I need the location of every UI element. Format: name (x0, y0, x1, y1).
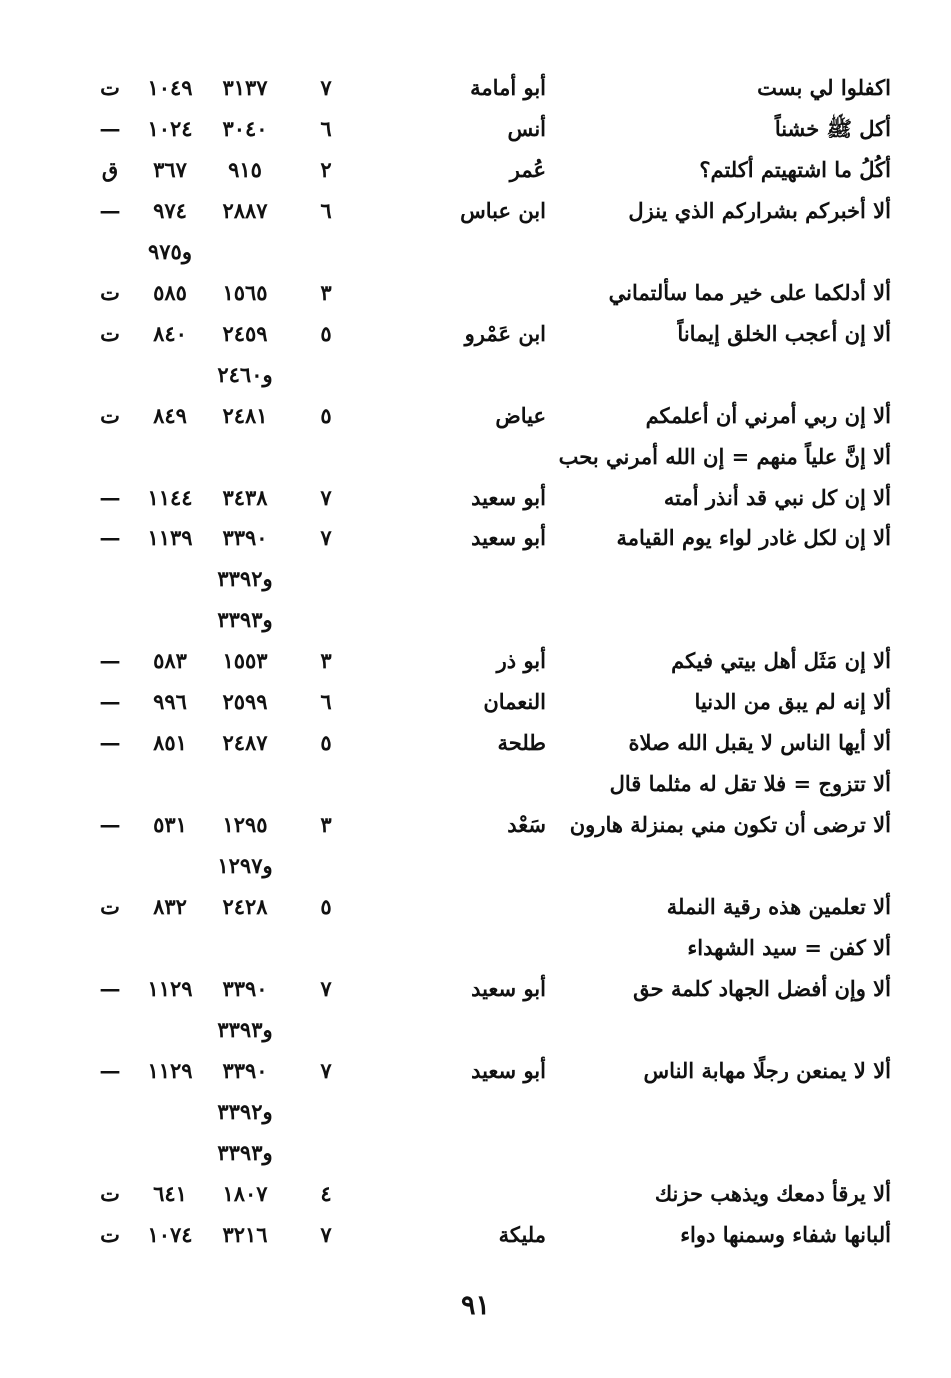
source-code: ت (100, 1180, 120, 1206)
page-ref: ٩٧٤ (153, 197, 187, 223)
hadith-number: ٣٣٩٠ (222, 525, 268, 551)
hadith-text: ألا كفن = سيد الشهداء (687, 934, 891, 960)
volume-number: ٦ (320, 689, 332, 715)
hadith-text: اكفلوا لي بست (757, 75, 891, 100)
narrator: أبو سعيد (471, 525, 546, 551)
hadith-text: ألا تعلمين هذه رقية النملة (666, 894, 891, 919)
page-ref: ٥٣١ (153, 812, 187, 838)
index-row (0, 886, 951, 927)
index-row (0, 681, 951, 722)
hadith-number: ١٨٠٧ (222, 1180, 268, 1206)
hadith-number: ٣٣٩٠ (222, 975, 268, 1001)
volume-number: ٧ (320, 975, 332, 1001)
narrator: عُمر (509, 156, 546, 182)
index-row (0, 1173, 951, 1214)
source-code: ت (100, 894, 120, 919)
page-ref: ٨٣٢ (153, 894, 187, 919)
volume-number: ٤ (320, 1180, 332, 1206)
index-row (0, 1214, 951, 1255)
index-row (0, 1050, 951, 1091)
narrator: أنس (507, 115, 546, 141)
hadith-text: ألا إن كل نبي قد أنذر أمته (663, 484, 891, 510)
hadith-number: و٣٣٩٣ (217, 607, 273, 633)
page-ref: ٣٦٧ (153, 156, 187, 182)
narrator: عياض (495, 402, 546, 428)
index-row (0, 190, 951, 231)
page-ref: ٦٤١ (153, 1180, 187, 1206)
page-ref: ٨٤٠ (153, 320, 187, 346)
page-ref: ٥٨٥ (153, 279, 187, 305)
index-row (0, 231, 951, 272)
index-row (0, 517, 951, 558)
narrator: ابن عَمْرو (464, 320, 546, 346)
hadith-text: ألا أيها الناس لا يقبل الله صلاة (628, 730, 891, 756)
index-row (0, 149, 951, 190)
source-code: — (99, 484, 121, 510)
index-row (0, 845, 951, 886)
page-ref: ١١٤٤ (147, 484, 193, 510)
hadith-number: ٢٤٥٩ (222, 320, 268, 346)
source-code: — (99, 730, 121, 756)
narrator: أبو سعيد (471, 1057, 546, 1083)
hadith-text: ألا يرقأ دمعك ويذهب حزنك (654, 1180, 891, 1206)
page-ref: ١٠٤٩ (147, 75, 193, 100)
hadith-text: أكُلُ ما اشتهيتم أكلتم؟ (699, 156, 891, 182)
index-row (0, 763, 951, 804)
volume-number: ٥ (320, 402, 332, 428)
index-row (0, 1091, 951, 1132)
volume-number: ٧ (320, 75, 332, 100)
volume-number: ٧ (320, 1221, 332, 1247)
index-row (0, 1132, 951, 1173)
index-row (0, 968, 951, 1009)
hadith-text: ألا أخبركم بشراركم الذي ينزل (628, 197, 891, 223)
source-code: ت (100, 320, 120, 346)
hadith-text: ألا تتزوج = فلا تقل له مثلما قال (609, 771, 891, 797)
hadith-number: ٢٥٩٩ (222, 689, 268, 715)
index-row (0, 804, 951, 845)
hadith-number: ١٢٩٥ (222, 812, 268, 838)
narrator: أبو ذر (496, 648, 546, 674)
hadith-number: و٣٣٩٣ (217, 1016, 273, 1042)
hadith-number: ٣٣٩٠ (222, 1057, 268, 1083)
hadith-number: و١٢٩٧ (217, 853, 273, 879)
volume-number: ٦ (320, 197, 332, 223)
page-ref: ١١٣٩ (147, 525, 193, 551)
hadith-number: ٢٤٨٧ (222, 730, 268, 756)
index-row (0, 395, 951, 436)
index-row (0, 599, 951, 640)
source-code: — (99, 812, 121, 838)
narrator: سَعْد (507, 812, 546, 838)
hadith-text: ألا أدلكما على خير مما سألتماني (608, 279, 891, 305)
hadith-text: ألا إنَّ علياً منهم = إن الله أمرني بحب (558, 443, 891, 469)
source-code: — (99, 197, 121, 223)
narrator: طلحة (497, 730, 546, 756)
hadith-text: ألا إن لكل غادر لواء يوم القيامة (616, 525, 891, 551)
page-ref: ١١٢٩ (147, 1057, 193, 1083)
narrator: أبو سعيد (471, 484, 546, 510)
narrator: أبو أمامة (470, 75, 546, 100)
volume-number: ٥ (320, 730, 332, 756)
source-code: — (99, 525, 121, 551)
page-ref: ٩٩٦ (153, 689, 187, 715)
hadith-number: ١٥٥٣ (222, 648, 268, 674)
source-code: — (99, 115, 121, 141)
hadith-text: ألا وإن أفضل الجهاد كلمة حق (633, 975, 891, 1001)
index-row (0, 354, 951, 395)
index-row (0, 313, 951, 354)
volume-number: ٦ (320, 115, 332, 141)
source-code: ت (100, 402, 120, 428)
index-row (0, 722, 951, 763)
volume-number: ٧ (320, 525, 332, 551)
hadith-number: ٩١٥ (228, 156, 262, 182)
hadith-text: ألا ترضى أن تكون مني بمنزلة هارون (569, 812, 891, 838)
hadith-text: ألبانها شفاء وسمنها دواء (680, 1221, 891, 1247)
volume-number: ٣ (320, 812, 332, 838)
hadith-number: ٢٤٢٨ (222, 894, 268, 919)
hadith-number: ٣١٣٧ (222, 75, 268, 100)
source-code: — (99, 689, 121, 715)
page-number: ٩١ (460, 1290, 490, 1321)
page-ref: ١٠٢٤ (147, 115, 193, 141)
index-row (0, 640, 951, 681)
hadith-text: ألا لا يمنعن رجلًا مهابة الناس (643, 1057, 891, 1083)
index-row (0, 1009, 951, 1050)
hadith-number: ٢٨٨٧ (222, 197, 268, 223)
index-row (0, 927, 951, 968)
hadith-number: ٣٢١٦ (222, 1221, 268, 1247)
hadith-text: ألا إنه لم يبق من الدنيا (694, 689, 891, 715)
hadith-text: ألا إن ربي أمرني أن أعلمكم (645, 402, 891, 428)
source-code: — (99, 1057, 121, 1083)
index-row (0, 67, 951, 108)
hadith-number: ١٥٦٥ (222, 279, 268, 305)
source-code: — (99, 648, 121, 674)
narrator: مليكة (498, 1221, 546, 1247)
source-code: ت (100, 1221, 120, 1247)
page-ref: ٨٤٩ (153, 402, 187, 428)
hadith-text: ألا إن أعجب الخلق إيماناً (677, 320, 891, 346)
hadith-number: و٣٣٩٢ (217, 566, 273, 592)
index-row (0, 477, 951, 518)
page-ref: ٥٨٣ (153, 648, 187, 674)
hadith-text: أكل ﷺ خشناً (774, 115, 891, 141)
index-row (0, 108, 951, 149)
volume-number: ٧ (320, 484, 332, 510)
narrator: أبو سعيد (471, 975, 546, 1001)
source-code: ق (101, 156, 119, 182)
page-ref: ١٠٧٤ (147, 1221, 193, 1247)
page-ref: ١١٢٩ (147, 975, 193, 1001)
source-code: ت (100, 75, 120, 100)
volume-number: ٥ (320, 894, 332, 919)
page-ref: ٨٥١ (153, 730, 187, 756)
hadith-number: و٣٣٩٢ (217, 1098, 273, 1124)
narrator: النعمان (483, 689, 546, 715)
narrator: ابن عباس (460, 197, 546, 223)
volume-number: ٧ (320, 1057, 332, 1083)
volume-number: ٢ (320, 156, 332, 182)
index-row (0, 272, 951, 313)
hadith-number: ٢٤٨١ (222, 402, 268, 428)
index-row (0, 436, 951, 477)
volume-number: ٥ (320, 320, 332, 346)
source-code: ت (100, 279, 120, 305)
hadith-number: و٢٤٦٠ (217, 361, 273, 387)
hadith-number: ٣٠٤٠ (222, 115, 268, 141)
source-code: — (99, 975, 121, 1001)
index-row (0, 558, 951, 599)
hadith-number: و٣٣٩٣ (217, 1139, 273, 1165)
volume-number: ٣ (320, 648, 332, 674)
hadith-number: ٣٤٣٨ (222, 484, 268, 510)
hadith-text: ألا إن مَثَل أهل بيتي فيكم (671, 648, 891, 674)
page-ref: و٩٧٥ (148, 238, 192, 264)
volume-number: ٣ (320, 279, 332, 305)
